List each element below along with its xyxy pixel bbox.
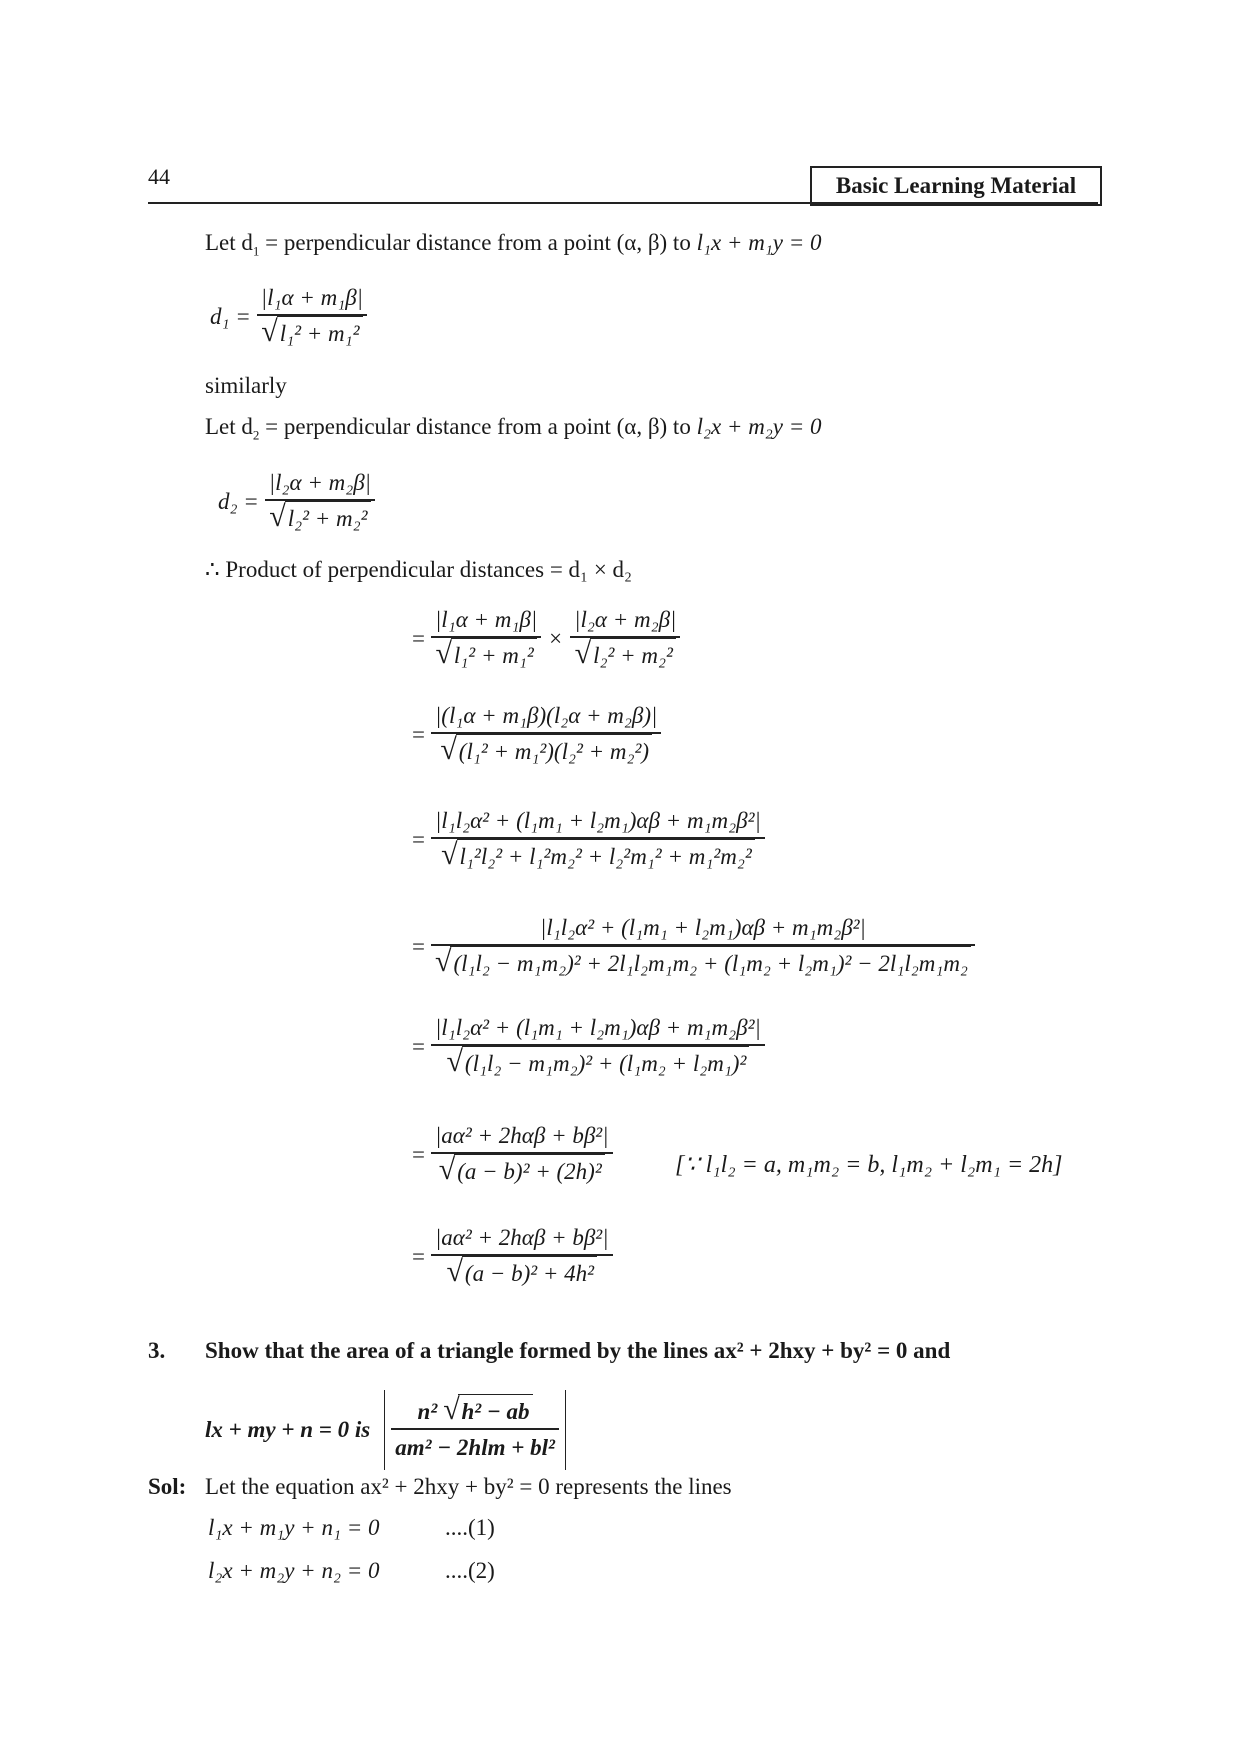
solution-label: Sol: <box>148 1474 187 1499</box>
step-6-substitution-note: [∵ l₁l₂ = a, m₁m₂ = b, l₁m₂ + l₂m₁ = 2h] <box>675 1152 1063 1178</box>
text-similarly: similarly <box>205 373 287 398</box>
text-line-d2-definition: Let $d_2$ = perpendicular distance from a point (α, β) to l₂x + m₂y = 0 <box>205 414 822 443</box>
solution-equation-1: l₁x + m₁y + n₁ = 0 <box>208 1515 380 1540</box>
derivation-step-3: = |l₁l₂α² + (l₁m₁ + l₂m₁)αβ + m₁m₂β²| √ l₁²l₂² + l₁²m₂² + l₂²m₁² + m₁²m₂² <box>412 805 765 875</box>
header-rule <box>148 202 1098 204</box>
derivation-step-7: = |aα² + 2hαβ + bβ²| √ (a − b)² + 4h² <box>412 1222 613 1292</box>
solution-text: Let the equation ax² + 2hxy + by² = 0 represents the lines <box>205 1474 732 1499</box>
page-number: 44 <box>148 164 170 189</box>
derivation-step-5: = |l₁l₂α² + (l₁m₁ + l₂m₁)αβ + m₁m₂β²| √ (l₁l₂ − m₁m₂)² + (l₁m₂ + l₂m₁)² <box>412 1012 765 1082</box>
formula-d2: d₂ = |l₂α + m₂β| √ l₂² + m₂² <box>218 467 375 537</box>
solution-equation-2-ref: ....(2) <box>445 1558 495 1583</box>
derivation-step-1: = |l₁α + m₁β| √ l₁² + m₁² × |l₂α + m₂β| √ l₂² + m₂² <box>412 604 680 674</box>
derivation-step-4: = |l₁l₂α² + (l₁m₁ + l₂m₁)αβ + m₁m₂β²| √ (l₁l₂ − m₁m₂)² + 2l₁l₂m₁m₂ + (l₁m₂ + l₂m₁)² − 2l₁l₂m₁m₂ <box>412 912 975 982</box>
running-header-title: Basic Learning Material <box>810 166 1102 206</box>
formula-d1: d₁ = |l₁α + m₁β| √ l₁² + m₁² <box>210 282 367 352</box>
derivation-step-2: = |(l₁α + m₁β)(l₂α + m₂β)| √ (l₁² + m₁²)(l₂² + m₂²) <box>412 700 661 770</box>
derivation-step-6: = |aα² + 2hαβ + bβ²| √ (a − b)² + (2h)² <box>412 1120 613 1190</box>
solution-equation-1-ref: ....(1) <box>445 1515 495 1540</box>
question-3-text: Show that the area of a triangle formed by the lines ax² + 2hxy + by² = 0 and <box>205 1338 951 1363</box>
question-number: 3. <box>148 1338 166 1363</box>
text-line-d1-definition: Let $d_1$ = perpendicular distance from a point (α, β) to l₁x + m₁y = 0 <box>205 230 822 259</box>
question-3-formula: lx + my + n = 0 is n² √ h² − ab am² − 2hlm + bl² <box>205 1390 566 1470</box>
solution-equation-2: l₂x + m₂y + n₂ = 0 <box>208 1558 380 1583</box>
text-product-line: ∴ Product of perpendicular distances = d₁ × d₂ <box>205 557 633 582</box>
